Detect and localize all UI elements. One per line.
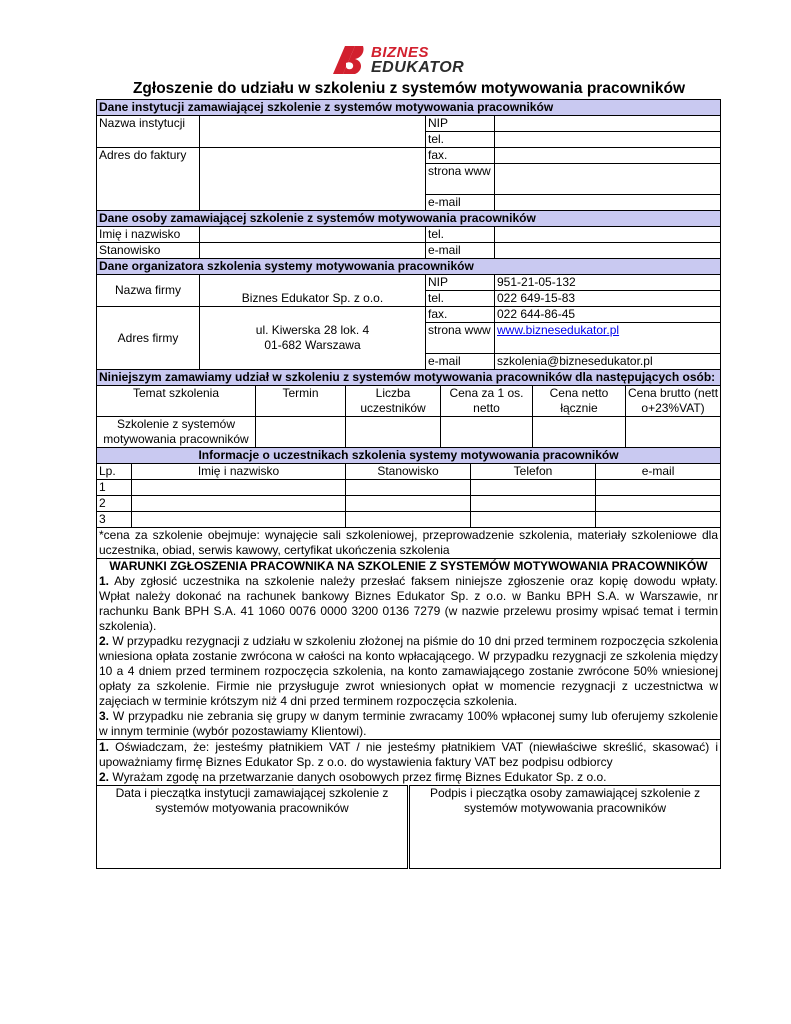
institution-nip-field[interactable] [495, 116, 721, 132]
contact-table [96, 99, 721, 370]
invoice-address-label: Adres do faktury [97, 148, 200, 211]
condition-1-text: Aby zgłosić uczestnika na szkolenie należy przesłać faksem niniejsze zgłoszenie oraz kopię dowodu wpłaty. Wpłat należy dokonać na rachunek bankowy Biznes Edukator Sp. z o.o. w Banku BPH S.A. w Warszawie, nr rachunku Bank BPH S.A. 41 1060 0076 0000 3200 0136 7279 (w nazwie przelewu prosimy wpisać temat i termin szkolenia). [99, 574, 719, 633]
order-col-topic: Temat szkolenia [97, 386, 256, 417]
order-col-net-total: Cena netto łącznie [533, 386, 626, 417]
institution-name-label: Nazwa instytucji [97, 116, 200, 148]
order-col-date: Termin [256, 386, 346, 417]
organizer-www-value [495, 323, 721, 354]
participant-lp: 2 [97, 496, 132, 512]
participants-table [96, 447, 721, 528]
table-row [97, 496, 721, 512]
organizer-firm-label: Nazwa firmy [97, 275, 200, 307]
declaration-2 [99, 770, 718, 785]
declaration-1 [99, 740, 718, 770]
declaration-1-number: 1. [99, 740, 110, 754]
orderer-tel-field[interactable] [495, 227, 721, 243]
institution-email-field[interactable] [495, 195, 721, 211]
organizer-email-value: szkolenia@biznesedukator.pl [495, 354, 721, 370]
order-net-total-field[interactable] [533, 417, 626, 448]
conditions-header: WARUNKI ZGŁOSZENIA PRACOWNIKA NA SZKOLENIE Z SYSTEMÓW MOTYWOWANIA PRACOWNIKÓW [109, 559, 708, 573]
orderer-signature-label: Podpis i pieczątka osoby zamawiającej szkolenie z systemów motywowania pracowników [429, 786, 701, 815]
condition-2-number: 2. [99, 634, 110, 648]
order-col-unit-price: Cena za 1 os. netto [441, 386, 533, 417]
orderer-section-header: Dane osoby zamawiającej szkolenie z systemów motywowania pracowników [97, 211, 721, 227]
organizer-firm-value: Biznes Edukator Sp. z o.o. [200, 275, 426, 307]
condition-1-number: 1. [99, 574, 110, 588]
order-topic-value: Szkolenie z systemów motywowania pracowników [97, 417, 256, 448]
participants-col-position: Stanowisko [346, 464, 471, 480]
organizer-address-line2: 01-682 Warszawa [264, 338, 361, 352]
orderer-name-field[interactable] [200, 227, 426, 243]
organizer-www-label: strona www [426, 323, 495, 354]
logo-mark-icon [331, 44, 365, 76]
organizer-nip-label: NIP [426, 275, 495, 291]
condition-2 [99, 634, 718, 709]
organizer-address-label: Adres firmy [97, 307, 200, 370]
participant-email-field[interactable] [596, 480, 721, 496]
orderer-email-label: e-mail [426, 243, 495, 259]
orderer-signature-box[interactable] [409, 786, 721, 869]
page-title: Zgłoszenie do udziału w szkoleniu z systemów motywowania pracowników [132, 80, 686, 97]
participant-lp: 1 [97, 480, 132, 496]
order-col-gross: Cena brutto (netto+23%VAT) [626, 386, 721, 417]
organizer-tel-label: tel. [426, 291, 495, 307]
price-note: *cena za szkolenie obejmuje: wynajęcie sali szkoleniowej, przeprowadzenie szkolenia, materiały szkoleniowe dla uczestnika, obiad, serwis kawowy, certyfikat ukończenia szkolenia [97, 528, 721, 559]
orderer-email-field[interactable] [495, 243, 721, 259]
orderer-position-label: Stanowisko [97, 243, 200, 259]
orderer-tel-label: tel. [426, 227, 495, 243]
participant-position-field[interactable] [346, 496, 471, 512]
institution-email-label: e-mail [426, 195, 495, 211]
condition-3-number: 3. [99, 709, 110, 723]
order-gross-field[interactable] [626, 417, 721, 448]
condition-2-text: W przypadku rezygnacji z udziału w szkoleniu złożonej na piśmie do 10 dni przed terminem rozpoczęcia szkolenia wniesiona opłata zostanie zwrócona w całości na konto wpłacającego. W przypadku rezygnacji ze szkolenia między 10 a 4 dniem przed terminem rozpoczęcia szkolenia, na konto zamawiającego zostanie zwrócone 50% wniesionej opłaty za szkolenie. Firmie nie przysługuje zwrot wniesionych opłat w momencie rezygnacji z uczestnictwa w zajęciach w terminie krótszym niż 4 dni przed terminem rozpoczęcia szkolenia. [99, 634, 719, 708]
organizer-email-label: e-mail [426, 354, 495, 370]
condition-3 [99, 709, 718, 739]
conditions-block [97, 559, 721, 740]
participant-email-field[interactable] [596, 512, 721, 528]
declaration-1-text: Oświadczam, że: jesteśmy płatnikiem VAT / nie jesteśmy płatnikiem VAT (niewłaściwe skreślić, skasować) i upoważniamy firmę Biznes Edukator Sp. z o.o. do wystawienia faktury VAT bez podpisu odbiorcy [99, 740, 719, 769]
organizer-address-line1: ul. Kiwerska 28 lok. 4 [255, 323, 370, 337]
institution-section-header: Dane instytucji zamawiającej szkolenie z systemów motywowania pracowników [97, 100, 721, 116]
institution-www-label: strona www [426, 164, 495, 195]
participants-col-email: e-mail [596, 464, 721, 480]
order-date-field[interactable] [256, 417, 346, 448]
institution-tel-field[interactable] [495, 132, 721, 148]
participant-position-field[interactable] [346, 480, 471, 496]
company-logo [331, 42, 465, 78]
participants-col-lp: Lp. [97, 464, 132, 480]
institution-fax-label: fax. [426, 148, 495, 164]
institution-nip-label: NIP [426, 116, 495, 132]
participant-name-field[interactable] [132, 512, 346, 528]
organizer-fax-label: fax. [426, 307, 495, 323]
institution-signature-label: Data i pieczątka instytucji zamawiającej szkolenie z systemów motyowania pracowników [115, 786, 389, 815]
orderer-name-label: Imię i nazwisko [97, 227, 200, 243]
participant-phone-field[interactable] [471, 512, 596, 528]
organizer-www-link[interactable]: www.biznesedukator.pl [497, 323, 620, 337]
organizer-fax-value: 022 644-86-45 [495, 307, 721, 323]
table-row [97, 480, 721, 496]
declaration-2-number: 2. [99, 770, 110, 784]
participant-name-field[interactable] [132, 480, 346, 496]
condition-1 [99, 574, 718, 634]
organizer-nip-value: 951-21-05-132 [495, 275, 721, 291]
terms-table [96, 527, 721, 869]
participant-position-field[interactable] [346, 512, 471, 528]
invoice-address-field[interactable] [200, 148, 426, 211]
institution-fax-field[interactable] [495, 148, 721, 164]
declaration-2-text: Wyrażam zgodę na przetwarzanie danych osobowych przez firmę Biznes Edukator Sp. z o.o. [112, 770, 607, 784]
order-count-field[interactable] [346, 417, 441, 448]
order-table [96, 369, 721, 448]
participant-lp: 3 [97, 512, 132, 528]
condition-3-text: W przypadku nie zebrania się grupy w danym terminie zwracamy 100% wpłaconej sumy lub oferujemy szkolenie w innym terminie (wybór pozostawiamy Klientowi). [99, 709, 719, 738]
participant-phone-field[interactable] [471, 480, 596, 496]
institution-name-field[interactable] [200, 116, 426, 148]
participant-phone-field[interactable] [471, 496, 596, 512]
order-unit-price-field[interactable] [441, 417, 533, 448]
participant-name-field[interactable] [132, 496, 346, 512]
form-container [96, 99, 720, 869]
organizer-address-value [200, 307, 426, 370]
organizer-section-header: Dane organizatora szkolenia systemy motywowania pracowników [97, 259, 721, 275]
order-col-count: Liczba uczestników [346, 386, 441, 417]
institution-www-field[interactable] [495, 164, 721, 195]
participants-col-phone: Telefon [471, 464, 596, 480]
participant-email-field[interactable] [596, 496, 721, 512]
logo-word-edukator: EDUKATOR [371, 59, 465, 76]
order-section-header: Niniejszym zamawiamy udział w szkoleniu z systemów motywowania pracowników dla następujących osób: [97, 370, 721, 386]
institution-signature-box[interactable] [97, 786, 409, 869]
orderer-position-field[interactable] [200, 243, 426, 259]
declarations-block [97, 740, 721, 786]
participants-section-header: Informacje o uczestnikach szkolenia systemy motywowania pracowników [97, 448, 721, 464]
organizer-tel-value: 022 649-15-83 [495, 291, 721, 307]
institution-tel-label: tel. [426, 132, 495, 148]
participants-col-name: Imię i nazwisko [132, 464, 346, 480]
table-row [97, 512, 721, 528]
logo-word-biznes: BIZNES [371, 44, 430, 61]
